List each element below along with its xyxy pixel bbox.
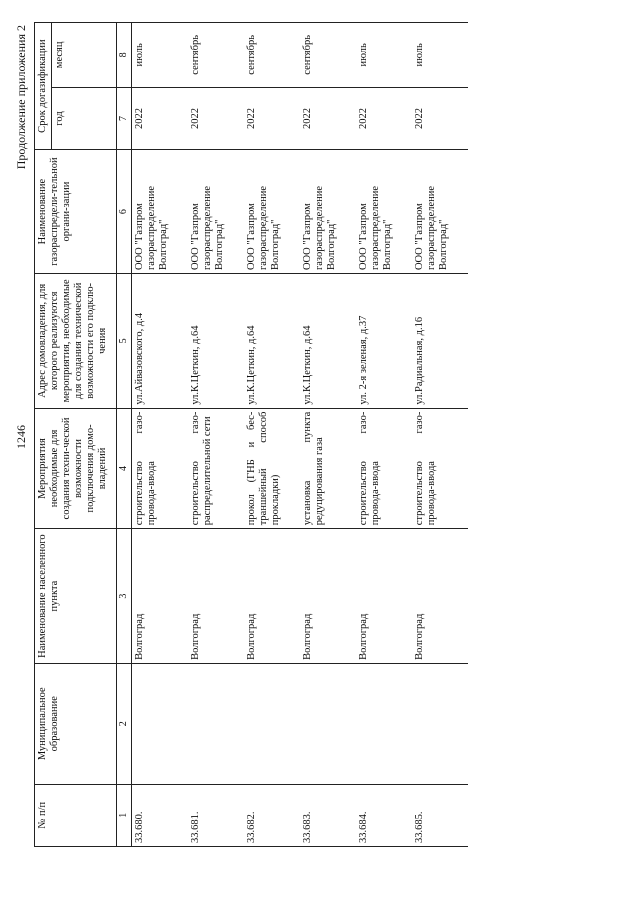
row-year: 2022 [300, 87, 356, 149]
table-row [412, 23, 468, 847]
row-settlement: Волгоград [300, 529, 356, 664]
row-number: 33.682. [244, 784, 300, 846]
row-number: 33.684. [356, 784, 412, 846]
row-settlement: Волгоград [412, 529, 468, 664]
row-settlement: Волгоград [244, 529, 300, 664]
header-municipality: Муниципальное образование [35, 663, 117, 784]
row-municipality [244, 663, 300, 784]
page-number: 1246 [14, 425, 28, 449]
row-address: ул.Айвазовского, д.4 [132, 274, 189, 409]
row-organization: ООО "Газпром газораспределение Волгоград" [356, 150, 412, 274]
header-address: Адрес домовладения, для которого реализуются мероприятия, необходимые для создания технической возможности его подклю-чения [35, 274, 117, 409]
row-month: сентябрь [244, 23, 300, 88]
row-month: сентябрь [300, 23, 356, 88]
header-number: № п/п [35, 784, 117, 846]
row-organization: ООО "Газпром газораспределение Волгоград" [300, 150, 356, 274]
column-number: 2 [117, 663, 132, 784]
row-settlement: Волгоград [356, 529, 412, 664]
column-number: 6 [117, 150, 132, 274]
header-month: месяц [52, 23, 117, 88]
row-municipality [132, 663, 189, 784]
row-year: 2022 [356, 87, 412, 149]
row-number: 33.683. [300, 784, 356, 846]
row-number: 33.680. [132, 784, 189, 846]
row-month: июль [132, 23, 189, 88]
row-address: ул.К.Цеткин, д.64 [188, 274, 244, 409]
table-row [132, 23, 189, 847]
header-measures: Мероприятия необходимые для создания техни-ческой возможности подключения домо-владений [35, 408, 117, 529]
row-year: 2022 [244, 87, 300, 149]
row-year: 2022 [188, 87, 244, 149]
row-settlement: Волгоград [132, 529, 189, 664]
gasification-table [34, 22, 468, 847]
table-row [244, 23, 300, 847]
column-number-row [117, 23, 132, 847]
header-organization: Наименование газораспредели-тельной органи-зации [35, 150, 117, 274]
header-year: год [52, 87, 117, 149]
row-organization: ООО "Газпром газораспределение Волгоград" [132, 150, 189, 274]
row-address: ул.К.Цеткин, д.64 [300, 274, 356, 409]
row-month: сентябрь [188, 23, 244, 88]
row-measure: установка пункта редуцирования газа [300, 408, 356, 529]
row-address: ул. 2-я зеленая, д.37 [356, 274, 412, 409]
column-number: 8 [117, 23, 132, 88]
row-month: июль [356, 23, 412, 88]
row-municipality [356, 663, 412, 784]
column-number: 7 [117, 87, 132, 149]
table-row [188, 23, 244, 847]
header-deadline: Срок догазификации [35, 23, 52, 150]
row-municipality [412, 663, 468, 784]
row-year: 2022 [132, 87, 189, 149]
continuation-caption: Продолжение приложения 2 [14, 25, 28, 170]
row-year: 2022 [412, 87, 468, 149]
row-organization: ООО "Газпром газораспределение Волгоград" [244, 150, 300, 274]
column-number: 3 [117, 529, 132, 664]
row-settlement: Волгоград [188, 529, 244, 664]
table-row [356, 23, 412, 847]
row-measure: строительство газо-провода-ввода [356, 408, 412, 529]
row-measure: строительство газо-провода-ввода [132, 408, 189, 529]
table-row [300, 23, 356, 847]
column-number: 5 [117, 274, 132, 409]
header-settlement: Наименование населенного пункта [35, 529, 117, 664]
column-number: 4 [117, 408, 132, 529]
row-municipality [300, 663, 356, 784]
row-measure: прокол (ГНБ и бес-траншейный способ прокладки) [244, 408, 300, 529]
row-measure: строительство газо-провода-ввода [412, 408, 468, 529]
row-month: июль [412, 23, 468, 88]
row-organization: ООО "Газпром газораспределение Волгоград" [188, 150, 244, 274]
row-measure: строительство газо-распределительной сети [188, 408, 244, 529]
row-address: ул.К.Цеткин, д.64 [244, 274, 300, 409]
row-number: 33.681. [188, 784, 244, 846]
row-number: 33.685. [412, 784, 468, 846]
row-organization: ООО "Газпром газораспределение Волгоград" [412, 150, 468, 274]
row-address: ул.Радиальная, д.16 [412, 274, 468, 409]
column-number: 1 [117, 784, 132, 846]
row-municipality [188, 663, 244, 784]
